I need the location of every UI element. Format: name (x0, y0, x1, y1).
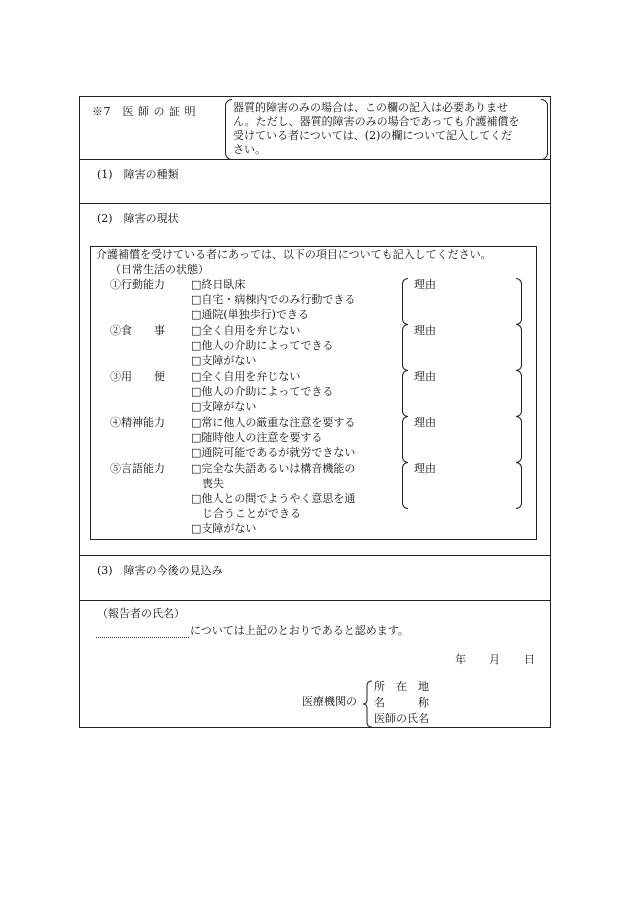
part3-label: (3) 障害の今後の見込み (97, 564, 223, 577)
reporter-label: （報告者の氏名） (97, 607, 185, 620)
checkbox-option[interactable]: □終日臥床 (191, 278, 246, 291)
reporter-name-line[interactable] (96, 637, 189, 638)
reason-bracket-left (402, 416, 408, 463)
checkbox-option[interactable]: □通院可能であるが就労できない (191, 446, 356, 459)
part1-label: (1) 障害の種類 (97, 168, 179, 181)
note-line-4: さい。 (233, 143, 266, 156)
item-label: ②食 事 (110, 324, 165, 337)
note-bracket-left (225, 99, 232, 160)
note-line-3: 受けている者については、(2)の欄について記入してくだ (233, 129, 513, 142)
box-subheading: （日常生活の状態） (110, 263, 209, 276)
checkbox-option[interactable]: □他人との間でようやく意思を通 (191, 492, 356, 505)
note-bracket-right (541, 99, 548, 160)
item-label: ⑤言語能力 (110, 462, 165, 475)
checkbox-option[interactable]: □支障がない (191, 400, 257, 413)
checkbox-option[interactable]: □常に他人の厳重な注意を要する (191, 416, 356, 429)
institution-name-label: 名 称 (374, 696, 429, 709)
reason-bracket-right (516, 416, 522, 463)
item-label: ①行動能力 (110, 278, 165, 291)
checkbox-option[interactable]: □全く自用を弁じない (191, 324, 301, 337)
reason-label: 理由 (414, 278, 436, 291)
checkbox-option-continued: じ合うことができる (191, 507, 301, 520)
checkbox-option[interactable]: □自宅・病棟内でのみ行動できる (191, 293, 356, 306)
divider (80, 159, 550, 160)
item-label: ④精神能力 (110, 416, 165, 429)
reason-label: 理由 (414, 462, 436, 475)
certificate-form (79, 96, 551, 728)
checkbox-option-continued: 喪失 (191, 477, 224, 490)
checkbox-option[interactable]: □他人の介助によってできる (191, 385, 334, 398)
checkbox-option[interactable]: □支障がない (191, 354, 257, 367)
institution-prefix: 医療機関の (302, 695, 357, 708)
box-heading: 介護補償を受けている者にあっては、以下の項目についても記入してください。 (96, 248, 492, 261)
divider (80, 203, 550, 204)
checkbox-option[interactable]: □他人の介助によってできる (191, 339, 334, 352)
note-line-2: ん。ただし、器質的障害のみの場合であっても介護補償を (233, 115, 520, 128)
reason-bracket-left (402, 462, 408, 509)
reason-bracket-left (402, 278, 408, 325)
item-label: ③用 便 (110, 370, 165, 383)
checkbox-option[interactable]: □全く自用を弁じない (191, 370, 301, 383)
reason-bracket-right (516, 278, 522, 325)
reason-label: 理由 (414, 416, 436, 429)
date-month: 月 (489, 653, 500, 666)
checkbox-option[interactable]: □通院(単独歩行)できる (191, 308, 309, 321)
divider (80, 600, 550, 601)
part2-label: (2) 障害の現状 (97, 212, 179, 225)
date-year: 年 (455, 653, 466, 666)
reason-bracket-left (402, 324, 408, 371)
reason-label: 理由 (414, 370, 436, 383)
reason-bracket-right (516, 324, 522, 371)
reason-label: 理由 (414, 324, 436, 337)
checkbox-option[interactable]: □支障がない (191, 522, 257, 535)
institution-address-label: 所 在 地 (374, 680, 429, 693)
checkbox-option[interactable]: □随時他人の注意を要する (191, 431, 323, 444)
reason-bracket-left (402, 370, 408, 417)
left-brace-icon (362, 680, 374, 728)
divider (80, 555, 550, 556)
section7-title: ※7 医 師 の 証 明 (92, 105, 196, 118)
doctor-name-label: 医師の氏名 (374, 712, 429, 725)
daily-life-box (90, 246, 537, 540)
reason-bracket-right (516, 370, 522, 417)
checkbox-option[interactable]: □完全な失語あるいは構音機能の (191, 462, 356, 475)
note-line-1: 器質的障害のみの場合は、この欄の記入は必要ありませ (233, 101, 508, 114)
certify-text: については上記のとおりであると認めます。 (190, 624, 409, 637)
reason-bracket-right (516, 462, 522, 509)
date-day: 日 (524, 653, 535, 666)
